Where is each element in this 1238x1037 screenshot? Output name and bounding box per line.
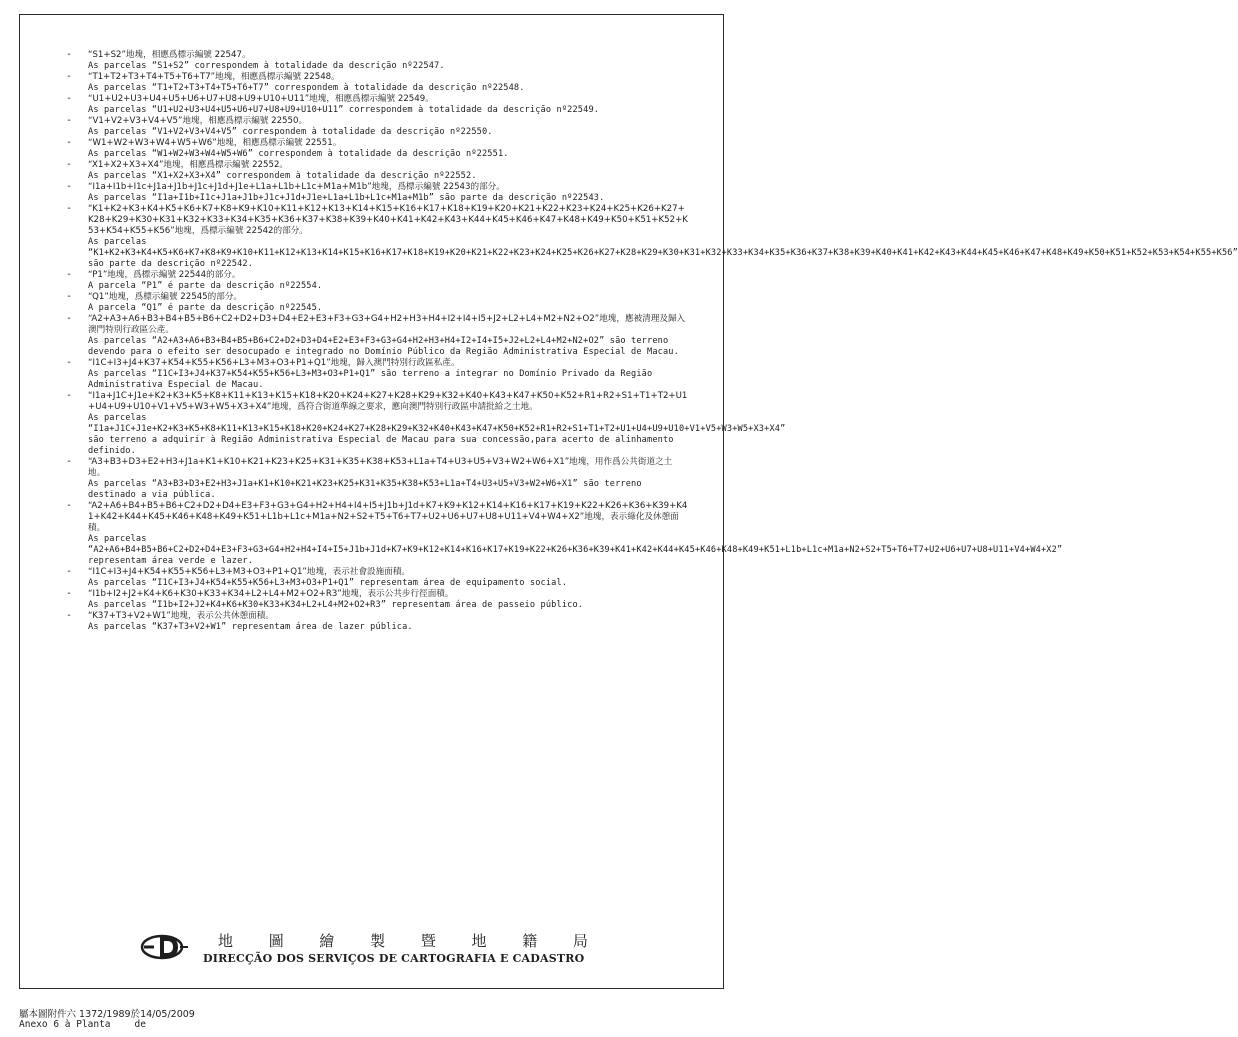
bullet-dash: - [66, 566, 73, 577]
entry-portuguese-text: As parcelas “U1+U2+U3+U4+U5+U6+U7+U8+U9+U10+U11” correspondem à totalidade da descrição nº22549. [88, 105, 600, 115]
bullet-dash: - [66, 49, 73, 60]
description-entry [66, 456, 688, 501]
description-entry [66, 203, 1238, 270]
annex-label: Anexo 6 à Planta [19, 1019, 111, 1030]
description-entry [66, 137, 688, 160]
entry-portuguese-text: As parcelas “K1+K2+K3+K4+K5+K6+K7+K8+K9+K10+K11+K12+K13+K14+K15+K16+K17+K18+K19+K20+K21+K22+K23+K24+K25+K26+K27+K28+K29+K30+K31+K32+K33+K34+K35+K36+K37+K38+K39+K40+K41+K42+K43+K44+K45+K46+K47+K48+K49+K50+K51+K52+K53+K54+K55+K56” são parte da descrição nº22542. [88, 237, 1238, 269]
entry-chinese-text: “P1”地塊，爲標示編號 22544的部分。 [88, 270, 241, 280]
description-entry [66, 357, 688, 391]
entry-chinese-text: “S1+S2”地塊，相應爲標示編號 22547。 [88, 50, 251, 60]
bullet-dash: - [66, 115, 73, 126]
description-entry [66, 610, 688, 633]
bullet-dash: - [66, 610, 73, 621]
agency-char: 籍 [522, 932, 538, 950]
description-entry [66, 566, 688, 589]
entry-portuguese-text: As parcelas “T1+T2+T3+T4+T5+T6+T7” correspondem à totalidade da descrição nº22548. [88, 83, 525, 93]
annex-note-chinese: 屬本圖附件六 1372/1989於14/05/2009 [19, 1009, 195, 1020]
entry-portuguese-text: As parcelas “K37+T3+V2+W1” representam área de lazer pública. [88, 622, 413, 632]
bullet-dash: - [66, 269, 73, 280]
entry-chinese-text: “A2+A3+A6+B3+B4+B5+B6+C2+D2+D3+D4+E2+E3+F3+G3+G4+H2+H3+H4+I2+I4+I5+J2+L2+L4+M2+N2+O2”地塊，應被清理及歸入澳門特別行政區公產。 [88, 314, 686, 335]
annex-de: de [134, 1019, 146, 1030]
bullet-dash: - [66, 93, 73, 104]
description-entry [66, 71, 688, 94]
annex-note-portuguese [19, 1019, 146, 1030]
bullet-dash: - [66, 181, 73, 192]
description-entry [66, 159, 688, 182]
agency-char: 局 [572, 932, 588, 950]
entry-portuguese-text: As parcelas “S1+S2” correspondem à totalidade da descrição nº22547. [88, 61, 445, 71]
entry-chinese-text: “T1+T2+T3+T4+T5+T6+T7”地塊，相應爲標示編號 22548。 [88, 72, 340, 82]
entry-portuguese-text: As parcelas “A3+B3+D3+E2+H3+J1a+K1+K10+K21+K23+K25+K31+K35+K38+K53+L1a+T4+U3+U5+V3+W2+W6+X1” são terreno destinado a via pública. [88, 479, 642, 500]
entry-chinese-text: “A2+A6+B4+B5+B6+C2+D2+D4+E3+F3+G3+G4+H2+H4+I4+I5+J1b+J1d+K7+K9+K12+K14+K16+K17+K19+K22+K26+K36+K39+K41+K42+K44+K45+K46+K48+K49+K51+L1b+L1c+M1a+N2+S2+T5+T6+T7+U2+U6+U7+U8+U11+V4+W4+X2”地塊，表示綠化及休憩面積。 [88, 501, 688, 533]
bullet-dash: - [66, 203, 73, 214]
entry-chinese-text: “U1+U2+U3+U4+U5+U6+U7+U8+U9+U10+U11”地塊，相應爲標示編號 22549。 [88, 94, 434, 104]
agency-char: 地 [218, 932, 234, 950]
entry-chinese-text: “K37+T3+V2+W1”地塊，表示公共休憩面積。 [88, 611, 274, 621]
entry-chinese-text: “I1a+I1b+I1c+J1a+J1b+J1c+J1d+J1e+L1a+L1b+L1c+M1a+M1b”地塊，爲標示編號 22543的部分。 [88, 182, 505, 192]
bullet-dash: - [66, 357, 73, 368]
description-entry [66, 115, 688, 138]
description-entry [66, 93, 688, 116]
bullet-dash: - [66, 137, 73, 148]
dscc-logo-icon [140, 930, 190, 964]
entry-portuguese-text: As parcelas “X1+X2+X3+X4” correspondem à totalidade da descrição nº22552. [88, 171, 477, 181]
description-entry [66, 390, 786, 457]
entry-portuguese-text: As parcelas “I1C+I3+J4+K54+K55+K56+L3+M3+O3+P1+Q1” representam área de equipamento social. [88, 578, 568, 588]
entry-portuguese-text: As parcelas “I1a+J1C+J1e+K2+K3+K5+K8+K11+K13+K15+K18+K20+K24+K27+K28+K29+K32+K40+K43+K47+K50+K52+R1+R2+S1+T1+T2+U1+U4+U9+U10+V1+V5+W3+W5+X3+X4” são terreno a adquirir à Região Administrativa Especial de Macau para sua concessão,para acerto de alinhamento definido. [88, 413, 786, 456]
description-entry [66, 269, 688, 292]
entry-portuguese-text: As parcelas “I1C+I3+J4+K37+K54+K55+K56+L3+M3+O3+P1+Q1” são terreno a integrar no Domínio Privado da Região Administrativa Especial de Macau. [88, 369, 653, 390]
entry-portuguese-text: As parcelas “W1+W2+W3+W4+W5+W6” correspondem à totalidade da descrição nº22551. [88, 149, 509, 159]
agency-char: 地 [471, 932, 487, 950]
agency-name-chinese [218, 930, 588, 951]
entry-chinese-text: “I1a+J1C+J1e+K2+K3+K5+K8+K11+K13+K15+K18+K20+K24+K27+K28+K29+K32+K40+K43+K47+K50+K52+R1+R2+S1+T1+T2+U1+U4+U9+U10+V1+V5+W3+W5+X3+X4”地塊，爲符合街道準線之要求，應向澳門特別行政區申請批給之土地。 [88, 391, 688, 412]
entry-portuguese-text: As parcelas “I1a+I1b+I1c+J1a+J1b+J1c+J1d+J1e+L1a+L1b+L1c+M1a+M1b” são parte da descrição nº22543. [88, 193, 605, 203]
entry-chinese-text: “X1+X2+X3+X4”地塊，相應爲標示編號 22552。 [88, 160, 289, 170]
bullet-dash: - [66, 588, 73, 599]
description-entry [66, 49, 688, 72]
entry-chinese-text: “V1+V2+V3+V4+V5”地塊，相應爲標示編號 22550。 [88, 116, 308, 126]
entry-chinese-text: “K1+K2+K3+K4+K5+K6+K7+K8+K9+K10+K11+K12+K13+K14+K15+K16+K17+K18+K19+K20+K21+K22+K23+K24+K25+K26+K27+K28+K29+K30+K31+K32+K33+K34+K35+K36+K37+K38+K39+K40+K41+K42+K43+K44+K45+K46+K47+K48+K49+K50+K51+K52+K53+K54+K55+K56”地塊，爲標示編號 22542的部分。 [88, 204, 688, 236]
entry-chinese-text: “I1C+I3+J4+K54+K55+K56+L3+M3+O3+P1+Q1”地塊，表示社會設施面積。 [88, 567, 411, 577]
entry-portuguese-text: A parcela “P1” é parte da descrição nº22554. [88, 281, 323, 291]
agency-name-portuguese: DIRECÇÃO DOS SERVIÇOS DE CARTOGRAFIA E CADASTRO [203, 952, 585, 965]
agency-char: 製 [370, 932, 386, 950]
agency-char: 圖 [268, 932, 284, 950]
bullet-dash: - [66, 71, 73, 82]
description-entry [66, 588, 688, 611]
entry-chinese-text: “A3+B3+D3+E2+H3+J1a+K1+K10+K21+K23+K25+K31+K35+K38+K53+L1a+T4+U3+U5+V3+W2+W6+X1”地塊，用作爲公共街道之土地。 [88, 457, 673, 478]
description-entry [66, 500, 1063, 567]
bullet-dash: - [66, 159, 73, 170]
bullet-dash: - [66, 291, 73, 302]
entry-portuguese-text: As parcelas “A2+A6+B4+B5+B6+C2+D2+D4+E3+F3+G3+G4+H2+H4+I4+I5+J1b+J1d+K7+K9+K12+K14+K16+K17+K19+K22+K26+K36+K39+K41+K42+K44+K45+K46+K48+K49+K51+L1b+L1c+M1a+N2+S2+T5+T6+T7+U2+U6+U7+U8+U11+V4+W4+X2” representam área verde e lazer. [88, 534, 1063, 566]
entry-chinese-text: “W1+W2+W3+W4+W5+W6”地塊，相應爲標示編號 22551。 [88, 138, 342, 148]
description-list [66, 49, 1238, 633]
entry-portuguese-text: As parcelas “A2+A3+A6+B3+B4+B5+B6+C2+D2+D3+D4+E2+E3+F3+G3+G4+H2+H3+H4+I2+I4+I5+J2+L2+L4+M2+N2+O2” são terreno devendo para o efeito ser desocupado e integrado no Domínio Público da Região Administrativa Especial de Macau. [88, 336, 679, 357]
entry-portuguese-text: As parcelas “V1+V2+V3+V4+V5” correspondem à totalidade da descrição nº22550. [88, 127, 493, 137]
agency-char: 暨 [420, 932, 436, 950]
agency-char: 繪 [319, 932, 335, 950]
entry-chinese-text: “Q1”地塊，爲標示編號 22545的部分。 [88, 292, 243, 302]
description-entry [66, 291, 688, 314]
bullet-dash: - [66, 390, 73, 401]
entry-chinese-text: “I1C+I3+J4+K37+K54+K55+K56+L3+M3+O3+P1+Q1”地塊，歸入澳門特別行政區私產。 [88, 358, 460, 368]
bullet-dash: - [66, 313, 73, 324]
entry-portuguese-text: As parcelas “I1b+I2+J2+K4+K6+K30+K33+K34+L2+L4+M2+O2+R3” representam área de passeio público. [88, 600, 584, 610]
bullet-dash: - [66, 456, 73, 467]
entry-chinese-text: “I1b+I2+J2+K4+K6+K30+K33+K34+L2+L4+M2+O2+R3”地塊，表示公共步行徑面積。 [88, 589, 454, 599]
description-entry [66, 181, 688, 204]
description-entry [66, 313, 688, 358]
entry-portuguese-text: A parcela “Q1” é parte da descrição nº22545. [88, 303, 323, 313]
bullet-dash: - [66, 500, 73, 511]
